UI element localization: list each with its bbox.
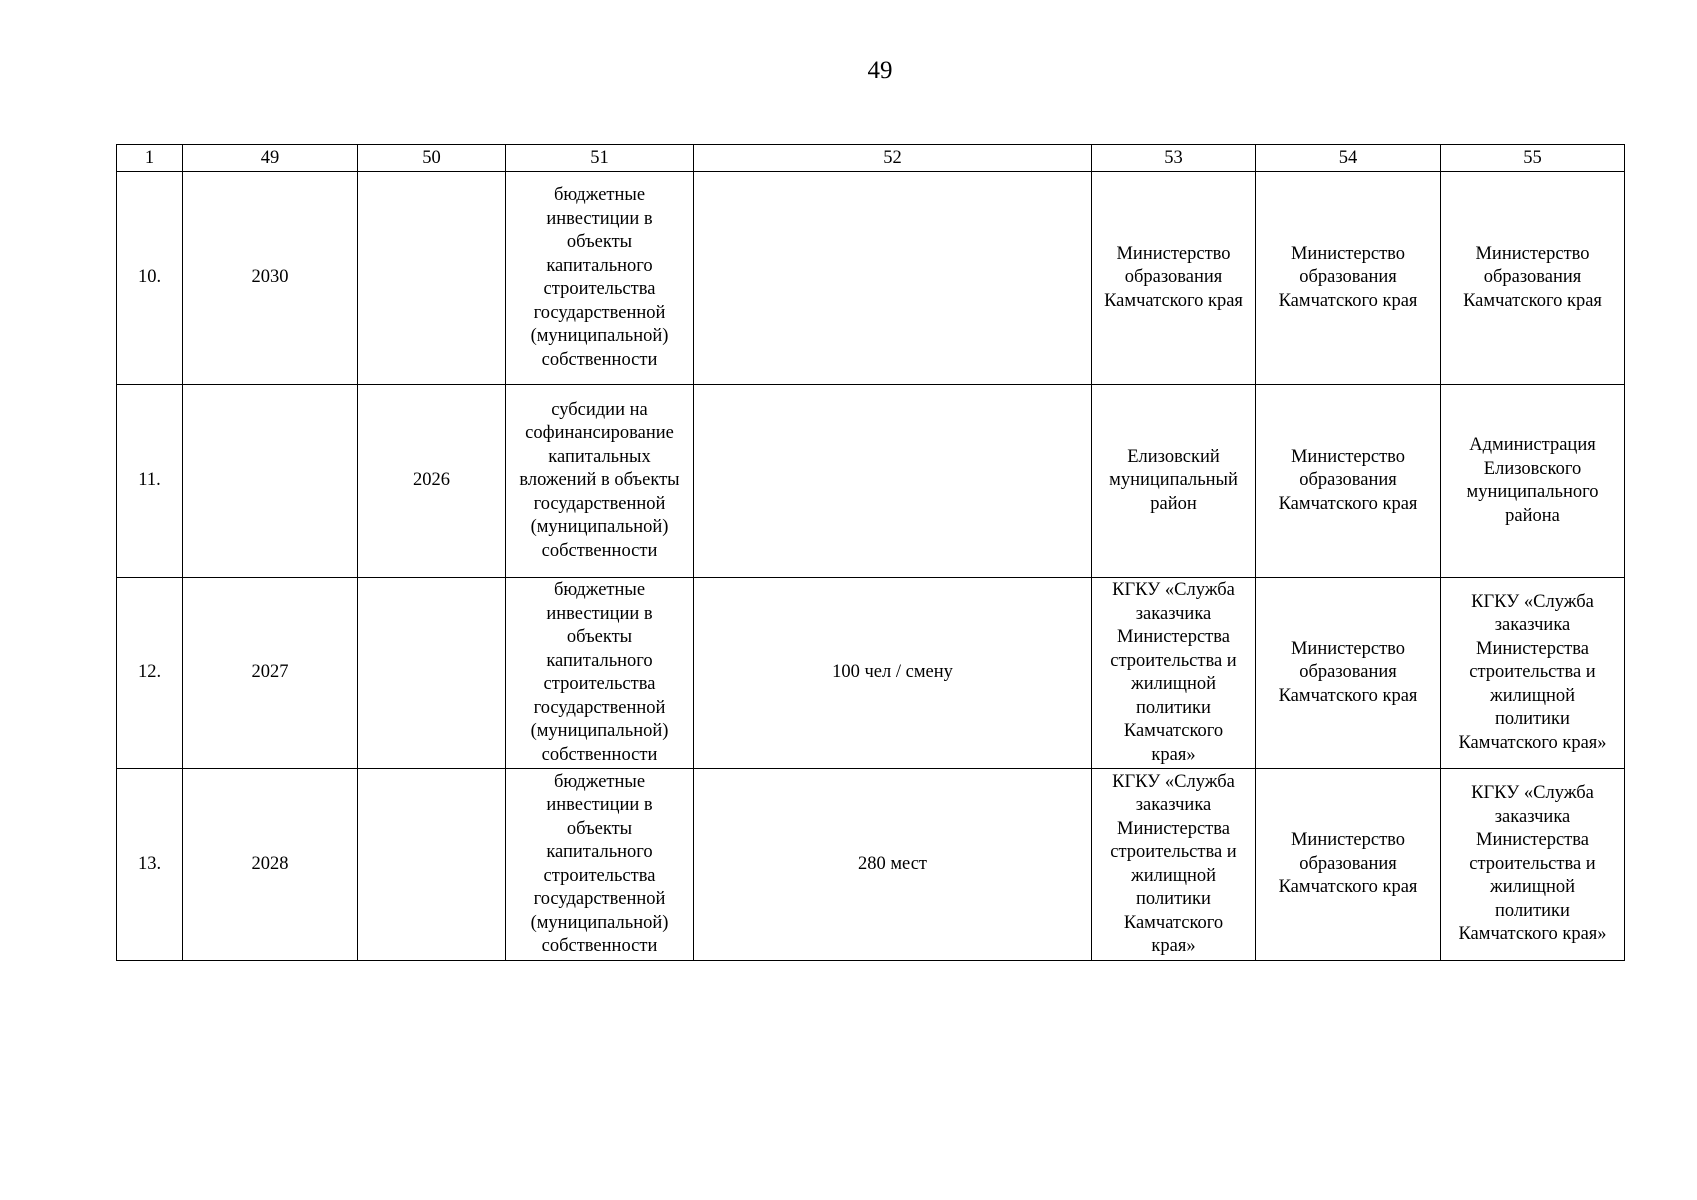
- cell-col-53: [1092, 769, 1256, 961]
- cell-col-49: [183, 385, 358, 578]
- cell-col-54: [1256, 385, 1441, 578]
- cell-text: КГКУ «Служба заказчика Министерства строительства и жилищной политики Камчатского края»: [1458, 783, 1607, 945]
- cell-text: Министерство образования Камчатского края: [1278, 638, 1418, 706]
- cell-col-52: 280 мест: [694, 769, 1092, 961]
- cell-col-53: [1092, 385, 1256, 578]
- cell-text: бюджетные инвестиции в объекты капитального строительства государственной (муниципальной) собственности: [530, 185, 669, 370]
- cell-text: Администрация Елизовского муниципального района: [1466, 435, 1599, 526]
- header-cell-51: 51: [506, 145, 694, 172]
- cell-col-52: [694, 172, 1092, 385]
- data-table: [116, 144, 1625, 961]
- cell-text: Министерство образования Камчатского края: [1278, 243, 1418, 311]
- header-cell-55: 55: [1441, 145, 1625, 172]
- cell-col-51: [506, 385, 694, 578]
- row-number: 11.: [117, 385, 183, 578]
- header-row: [117, 145, 1625, 172]
- cell-col-55: [1441, 172, 1625, 385]
- cell-text: КГКУ «Служба заказчика Министерства строительства и жилищной политики Камчатского края»: [1458, 591, 1607, 753]
- cell-col-49: 2027: [183, 578, 358, 769]
- cell-text: бюджетные инвестиции в объекты капитального строительства государственной (муниципальной) собственности: [530, 580, 669, 765]
- cell-col-55: [1441, 769, 1625, 961]
- cell-text: КГКУ «Служба заказчика Министерства строительства и жилищной политики Камчатского края»: [1110, 771, 1237, 956]
- row-number: 13.: [117, 769, 183, 961]
- page-number: 49: [867, 57, 893, 84]
- header-cell-50: 50: [358, 145, 506, 172]
- cell-col-53: [1092, 172, 1256, 385]
- header-cell-52: 52: [694, 145, 1092, 172]
- cell-text: Министерство образования Камчатского края: [1278, 446, 1418, 514]
- cell-col-51: [506, 769, 694, 961]
- cell-col-52: 100 чел / смену: [694, 578, 1092, 769]
- cell-col-54: [1256, 578, 1441, 769]
- cell-col-50: [358, 578, 506, 769]
- table-row: [117, 172, 1625, 385]
- cell-col-50: 2026: [358, 385, 506, 578]
- cell-text: субсидии на софинансирование капитальных вложений в объекты государственной (муниципальной) собственности: [519, 399, 680, 561]
- cell-text: КГКУ «Служба заказчика Министерства строительства и жилищной политики Камчатского края»: [1110, 580, 1237, 765]
- table-row: [117, 385, 1625, 578]
- cell-col-49: 2030: [183, 172, 358, 385]
- cell-col-50: [358, 769, 506, 961]
- cell-text: Министерство образования Камчатского края: [1104, 243, 1243, 311]
- cell-text: Елизовский муниципальный район: [1109, 446, 1238, 514]
- cell-col-55: [1441, 578, 1625, 769]
- cell-col-54: [1256, 172, 1441, 385]
- cell-col-51: [506, 578, 694, 769]
- table-row: [117, 769, 1625, 961]
- cell-col-54: [1256, 769, 1441, 961]
- header-cell-54: 54: [1256, 145, 1441, 172]
- header-cell-49: 49: [183, 145, 358, 172]
- cell-col-51: [506, 172, 694, 385]
- table-row: [117, 578, 1625, 769]
- cell-col-53: [1092, 578, 1256, 769]
- cell-col-55: [1441, 385, 1625, 578]
- cell-col-49: 2028: [183, 769, 358, 961]
- cell-text: Министерство образования Камчатского края: [1463, 243, 1602, 311]
- row-number: 10.: [117, 172, 183, 385]
- cell-col-52: [694, 385, 1092, 578]
- row-number: 12.: [117, 578, 183, 769]
- cell-col-50: [358, 172, 506, 385]
- header-cell-1: 1: [117, 145, 183, 172]
- cell-text: бюджетные инвестиции в объекты капитального строительства государственной (муниципальной) собственности: [530, 771, 669, 956]
- header-cell-53: 53: [1092, 145, 1256, 172]
- cell-text: Министерство образования Камчатского края: [1278, 830, 1418, 898]
